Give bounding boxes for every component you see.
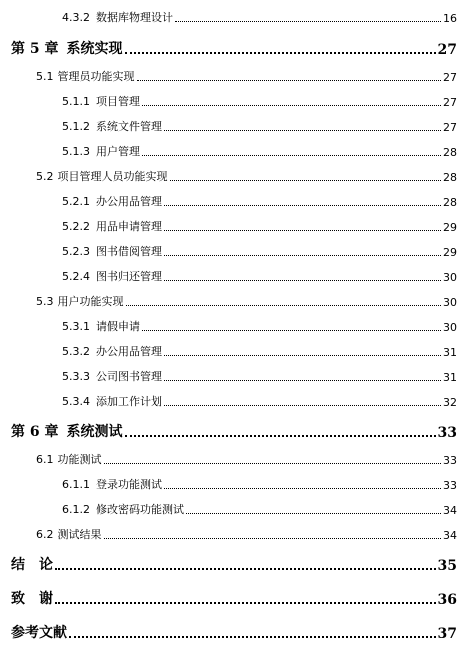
- toc-entry-text: 公司图书管理: [96, 370, 162, 383]
- dot-leader: [104, 538, 442, 539]
- toc-entry-text: 办公用品管理: [96, 195, 162, 208]
- toc-entry-title: [36, 293, 126, 309]
- dot-leader: [164, 380, 441, 381]
- toc-entry-title: [62, 268, 164, 284]
- toc-entry-number: 5.2.4: [62, 270, 90, 283]
- toc-entry-number: 第 6 章: [11, 424, 59, 440]
- dot-leader: [164, 255, 441, 256]
- toc-entry-number: 5.3.4: [62, 395, 90, 408]
- dot-leader: [164, 130, 441, 131]
- toc-entry-text: 系统实现: [66, 41, 123, 57]
- toc-entry-page: 27: [443, 71, 457, 84]
- toc-entry-page: 28: [443, 171, 457, 184]
- toc-entry-text: 数据库物理设计: [96, 11, 173, 24]
- toc-entry[interactable]: [62, 476, 457, 492]
- dot-leader: [125, 435, 436, 437]
- toc-entry[interactable]: [62, 243, 457, 259]
- toc-entry-title: [36, 451, 104, 467]
- toc-chapter-entry[interactable]: [11, 38, 457, 58]
- toc-entry-page: 33: [437, 425, 457, 441]
- toc-entry-title: [62, 476, 164, 492]
- toc-entry-number: 6.2: [36, 528, 54, 541]
- dot-leader: [186, 513, 441, 514]
- toc-entry[interactable]: [62, 118, 457, 134]
- toc-entry-page: 28: [443, 146, 457, 159]
- toc-entry[interactable]: [62, 268, 457, 284]
- dot-leader: [142, 155, 441, 156]
- toc-entry-title: [36, 68, 137, 84]
- toc-entry-page: 37: [437, 626, 457, 642]
- toc-entry-text: 项目管理: [96, 95, 140, 108]
- toc-entry-text: 用品申请管理: [96, 220, 162, 233]
- toc-entry-page: 36: [437, 592, 457, 608]
- toc-entry-title: [62, 368, 164, 384]
- toc-entry-page: 34: [443, 504, 457, 517]
- toc-entry-number: 5.3.1: [62, 320, 90, 333]
- toc-entry-number: 4.3.2: [62, 11, 90, 24]
- toc-entry-number: 第 5 章: [11, 41, 59, 57]
- toc-entry-title: [62, 501, 186, 517]
- toc-entry[interactable]: [62, 368, 457, 384]
- toc-entry-page: 27: [437, 42, 457, 58]
- dot-leader: [125, 52, 436, 54]
- toc-entry-title: [62, 118, 164, 134]
- toc-entry[interactable]: [62, 343, 457, 359]
- dot-leader: [164, 488, 441, 489]
- toc-entry-page: 29: [443, 246, 457, 259]
- toc-entry-page: 31: [443, 371, 457, 384]
- dot-leader: [164, 405, 441, 406]
- toc-entry-page: 30: [443, 271, 457, 284]
- dot-leader: [142, 330, 441, 331]
- toc-entry-number: 5.3.3: [62, 370, 90, 383]
- toc-entry-number: 5.1.1: [62, 95, 90, 108]
- toc-entry-title: [11, 588, 55, 608]
- toc-entry-text: 修改密码功能测试: [96, 503, 184, 516]
- dot-leader: [55, 568, 436, 570]
- toc-entry[interactable]: [36, 168, 457, 184]
- toc-entry[interactable]: [36, 526, 457, 542]
- toc-entry[interactable]: [62, 318, 457, 334]
- toc-entry-title: [11, 38, 125, 58]
- toc-entry-page: 31: [443, 346, 457, 359]
- toc-entry-title: [62, 193, 164, 209]
- toc-entry-number: 6.1: [36, 453, 54, 466]
- toc-entry-text: 结 论: [11, 557, 53, 573]
- toc-entry-page: 32: [443, 396, 457, 409]
- toc-chapter-entry[interactable]: [11, 588, 457, 608]
- toc-entry-text: 参考文献: [11, 625, 67, 641]
- toc-entry-number: 6.1.1: [62, 478, 90, 491]
- toc-entry-text: 项目管理人员功能实现: [57, 170, 168, 183]
- dot-leader: [126, 305, 442, 306]
- toc-entry-number: 5.2.3: [62, 245, 90, 258]
- toc-entry-text: 登录功能测试: [96, 478, 162, 491]
- toc-entry-text: 功能测试: [57, 453, 102, 466]
- toc-entry-title: [62, 93, 142, 109]
- dot-leader: [175, 21, 441, 22]
- toc-entry-title: [11, 421, 125, 441]
- dot-leader: [142, 105, 441, 106]
- toc-entry-text: 图书归还管理: [96, 270, 162, 283]
- toc-entry-text: 添加工作计划: [96, 395, 162, 408]
- toc-entry-text: 测试结果: [57, 528, 102, 541]
- toc-entry-text: 系统文件管理: [96, 120, 162, 133]
- toc-entry[interactable]: [62, 93, 457, 109]
- toc-entry-title: [62, 318, 142, 334]
- dot-leader: [55, 602, 436, 604]
- toc-entry-number: 5.1.3: [62, 145, 90, 158]
- toc-entry-text: 致 谢: [11, 591, 53, 607]
- dot-leader: [69, 636, 436, 638]
- toc-entry-text: 图书借阅管理: [96, 245, 162, 258]
- toc-entry-title: [11, 622, 69, 642]
- toc-entry-title: [62, 393, 164, 409]
- toc-entry-number: 5.2: [36, 170, 54, 183]
- toc-entry[interactable]: [36, 293, 457, 309]
- toc-entry-title: [36, 526, 104, 542]
- toc-chapter-entry[interactable]: [11, 622, 457, 642]
- toc-entry-page: 33: [443, 454, 457, 467]
- toc-entry-text: 系统测试: [66, 424, 123, 440]
- toc-entry-title: [62, 143, 142, 159]
- toc-entry-page: 27: [443, 96, 457, 109]
- toc-entry[interactable]: [62, 218, 457, 234]
- toc-entry-number: 5.3: [36, 295, 54, 308]
- dot-leader: [164, 230, 441, 231]
- toc-entry-title: [62, 218, 164, 234]
- dot-leader: [104, 463, 442, 464]
- toc-entry-text: 请假申请: [96, 320, 140, 333]
- toc-entry-page: 30: [443, 296, 457, 309]
- toc-chapter-entry[interactable]: [11, 554, 457, 574]
- toc-entry-text: 办公用品管理: [96, 345, 162, 358]
- toc-entry-page: 35: [437, 558, 457, 574]
- toc-entry-title: [36, 168, 170, 184]
- toc-entry[interactable]: [62, 393, 457, 409]
- toc-entry[interactable]: [62, 143, 457, 159]
- dot-leader: [164, 355, 441, 356]
- toc-entry[interactable]: [36, 68, 457, 84]
- toc-entry-title: [62, 343, 164, 359]
- toc-entry-number: 5.1: [36, 70, 54, 83]
- toc-entry-title: [62, 243, 164, 259]
- dot-leader: [137, 80, 442, 81]
- dot-leader: [164, 280, 441, 281]
- toc-entry-page: 30: [443, 321, 457, 334]
- dot-leader: [164, 205, 441, 206]
- toc-entry-page: 33: [443, 479, 457, 492]
- toc-entry-text: 用户功能实现: [57, 295, 124, 308]
- toc-entry[interactable]: [62, 193, 457, 209]
- toc-entry-number: 5.2.1: [62, 195, 90, 208]
- toc-entry-number: 5.2.2: [62, 220, 90, 233]
- toc-entry[interactable]: [62, 501, 457, 517]
- toc-entry-title: [11, 554, 55, 574]
- toc-entry-number: 6.1.2: [62, 503, 90, 516]
- toc-entry-page: 34: [443, 529, 457, 542]
- toc-entry-number: 5.1.2: [62, 120, 90, 133]
- toc-entry-page: 29: [443, 221, 457, 234]
- toc-entry-page: 16: [443, 12, 457, 25]
- toc-entry-text: 用户管理: [96, 145, 140, 158]
- toc-entry-text: 管理员功能实现: [57, 70, 135, 83]
- toc-entry-page: 28: [443, 196, 457, 209]
- dot-leader: [170, 180, 442, 181]
- toc-entry-title: [62, 9, 175, 25]
- toc-entry-number: 5.3.2: [62, 345, 90, 358]
- toc-entry-page: 27: [443, 121, 457, 134]
- toc-entry[interactable]: [62, 9, 457, 25]
- toc-entry[interactable]: [36, 451, 457, 467]
- toc-chapter-entry[interactable]: [11, 421, 457, 441]
